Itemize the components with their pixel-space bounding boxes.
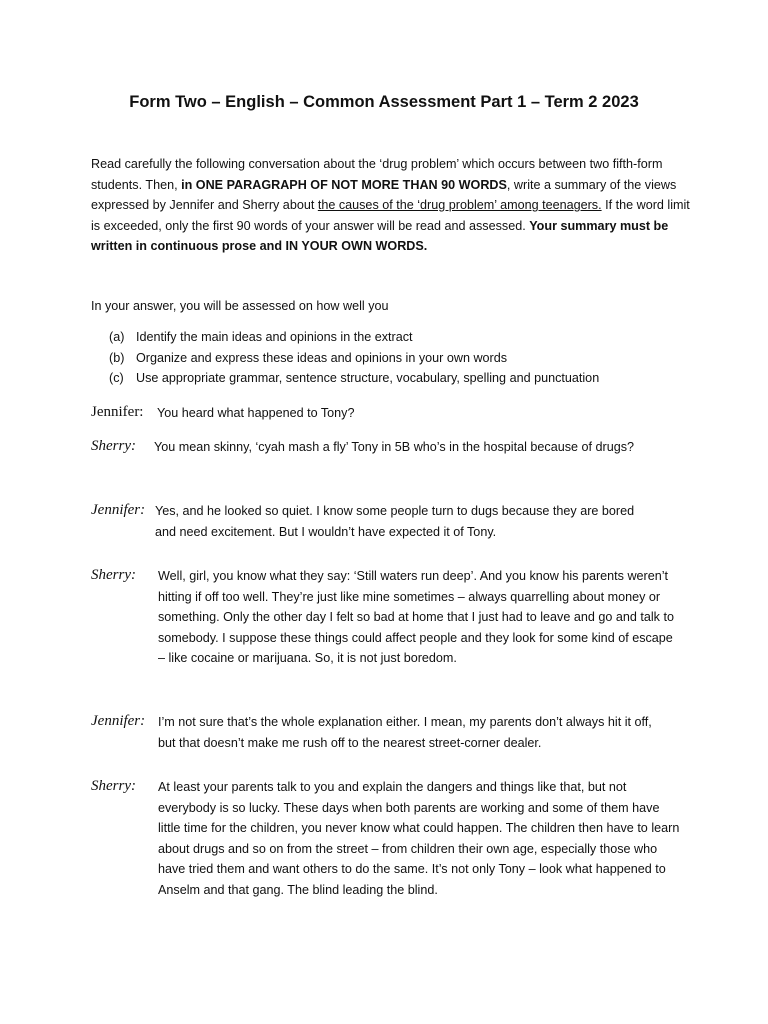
speaker-name: Jennifer:: [91, 502, 146, 518]
instructions-word-limit: in ONE PARAGRAPH OF NOT MORE THAN 90 WORDS: [181, 177, 507, 192]
speech-text: You heard what happened to Tony?: [157, 406, 355, 420]
speech-text: I’m not sure that’s the whole explanation either. I mean, my parents don’t always hit it off, but that doesn’t make me rush off to the nearest street-corner dealer.: [158, 715, 652, 750]
speech-text: You mean skinny, ‘cyah mash a fly’ Tony in 5B who’s in the hospital because of drugs?: [154, 440, 635, 454]
instructions-text-2: , write a summary of the views expressed by Jennifer and Sherry about: [91, 177, 677, 212]
speech-text: Well, girl, you know what they say: ‘Still waters run deep’. And you know his parents weren’t hitting if off too well. They’re just like mine sometimes – always quarrelling about money or something. Only the other day I felt so bad at home that I just had to leave and go and talk to somebody. I suppose these things could affect people and they look for some kind of escape – like cocaine or marijuana. So, it is not just boredom.: [158, 569, 674, 666]
speaker-name: Sherry:: [91, 438, 136, 454]
criteria-item: [109, 348, 709, 369]
speaker-name: Sherry:: [91, 778, 136, 794]
criteria-list: [109, 327, 709, 389]
instructions-paragraph: [91, 154, 691, 257]
criteria-text: Organize and express these ideas and opinions in your own words: [136, 350, 508, 365]
speech-text: At least your parents talk to you and explain the dangers and things like that, but not everybody is so lucky. These days when both parents are working and some of them have little time for the children, you never know what could happen. The children then have to learn about drugs and so on from the street – from children their own age, especially those who have tried them and want others to do the same. It’s not only Tony – look what happened to Anselm and that gang. The blind leading the blind.: [158, 780, 680, 897]
assessment-intro: In your answer, you will be assessed on how well you: [91, 299, 389, 313]
criteria-label: (b): [109, 350, 125, 365]
criteria-text: Use appropriate grammar, sentence structure, vocabulary, spelling and punctuation: [136, 371, 600, 385]
speaker-name: Sherry:: [91, 567, 136, 583]
instructions-own-words: Your summary must be written in continuous prose and IN YOUR OWN WORDS.: [91, 218, 669, 253]
speaker-name: Jennifer:: [91, 713, 146, 729]
criteria-label: (a): [109, 330, 125, 344]
criteria-text: Identify the main ideas and opinions in the extract: [136, 330, 413, 344]
page-title: Form Two – English – Common Assessment Part 1 – Term 2 2023: [129, 93, 639, 111]
criteria-item: [109, 327, 709, 348]
speech-text: Yes, and he looked so quiet. I know some people turn to dugs because they are bored and need excitement. But I wouldn’t have expected it of Tony.: [155, 504, 635, 539]
instructions-text-3: If the word limit is exceeded, only the first 90 words of your answer will be read and assessed.: [91, 198, 690, 233]
criteria-item: [109, 368, 709, 389]
instructions-topic: the causes of the ‘drug problem’ among teenagers.: [317, 198, 602, 212]
instructions-text-1: Read carefully the following conversation about the ‘drug problem’ which occurs between two fifth-form students. Then,: [91, 157, 663, 192]
criteria-label: (c): [109, 371, 124, 385]
speaker-name: Jennifer:: [91, 404, 144, 420]
